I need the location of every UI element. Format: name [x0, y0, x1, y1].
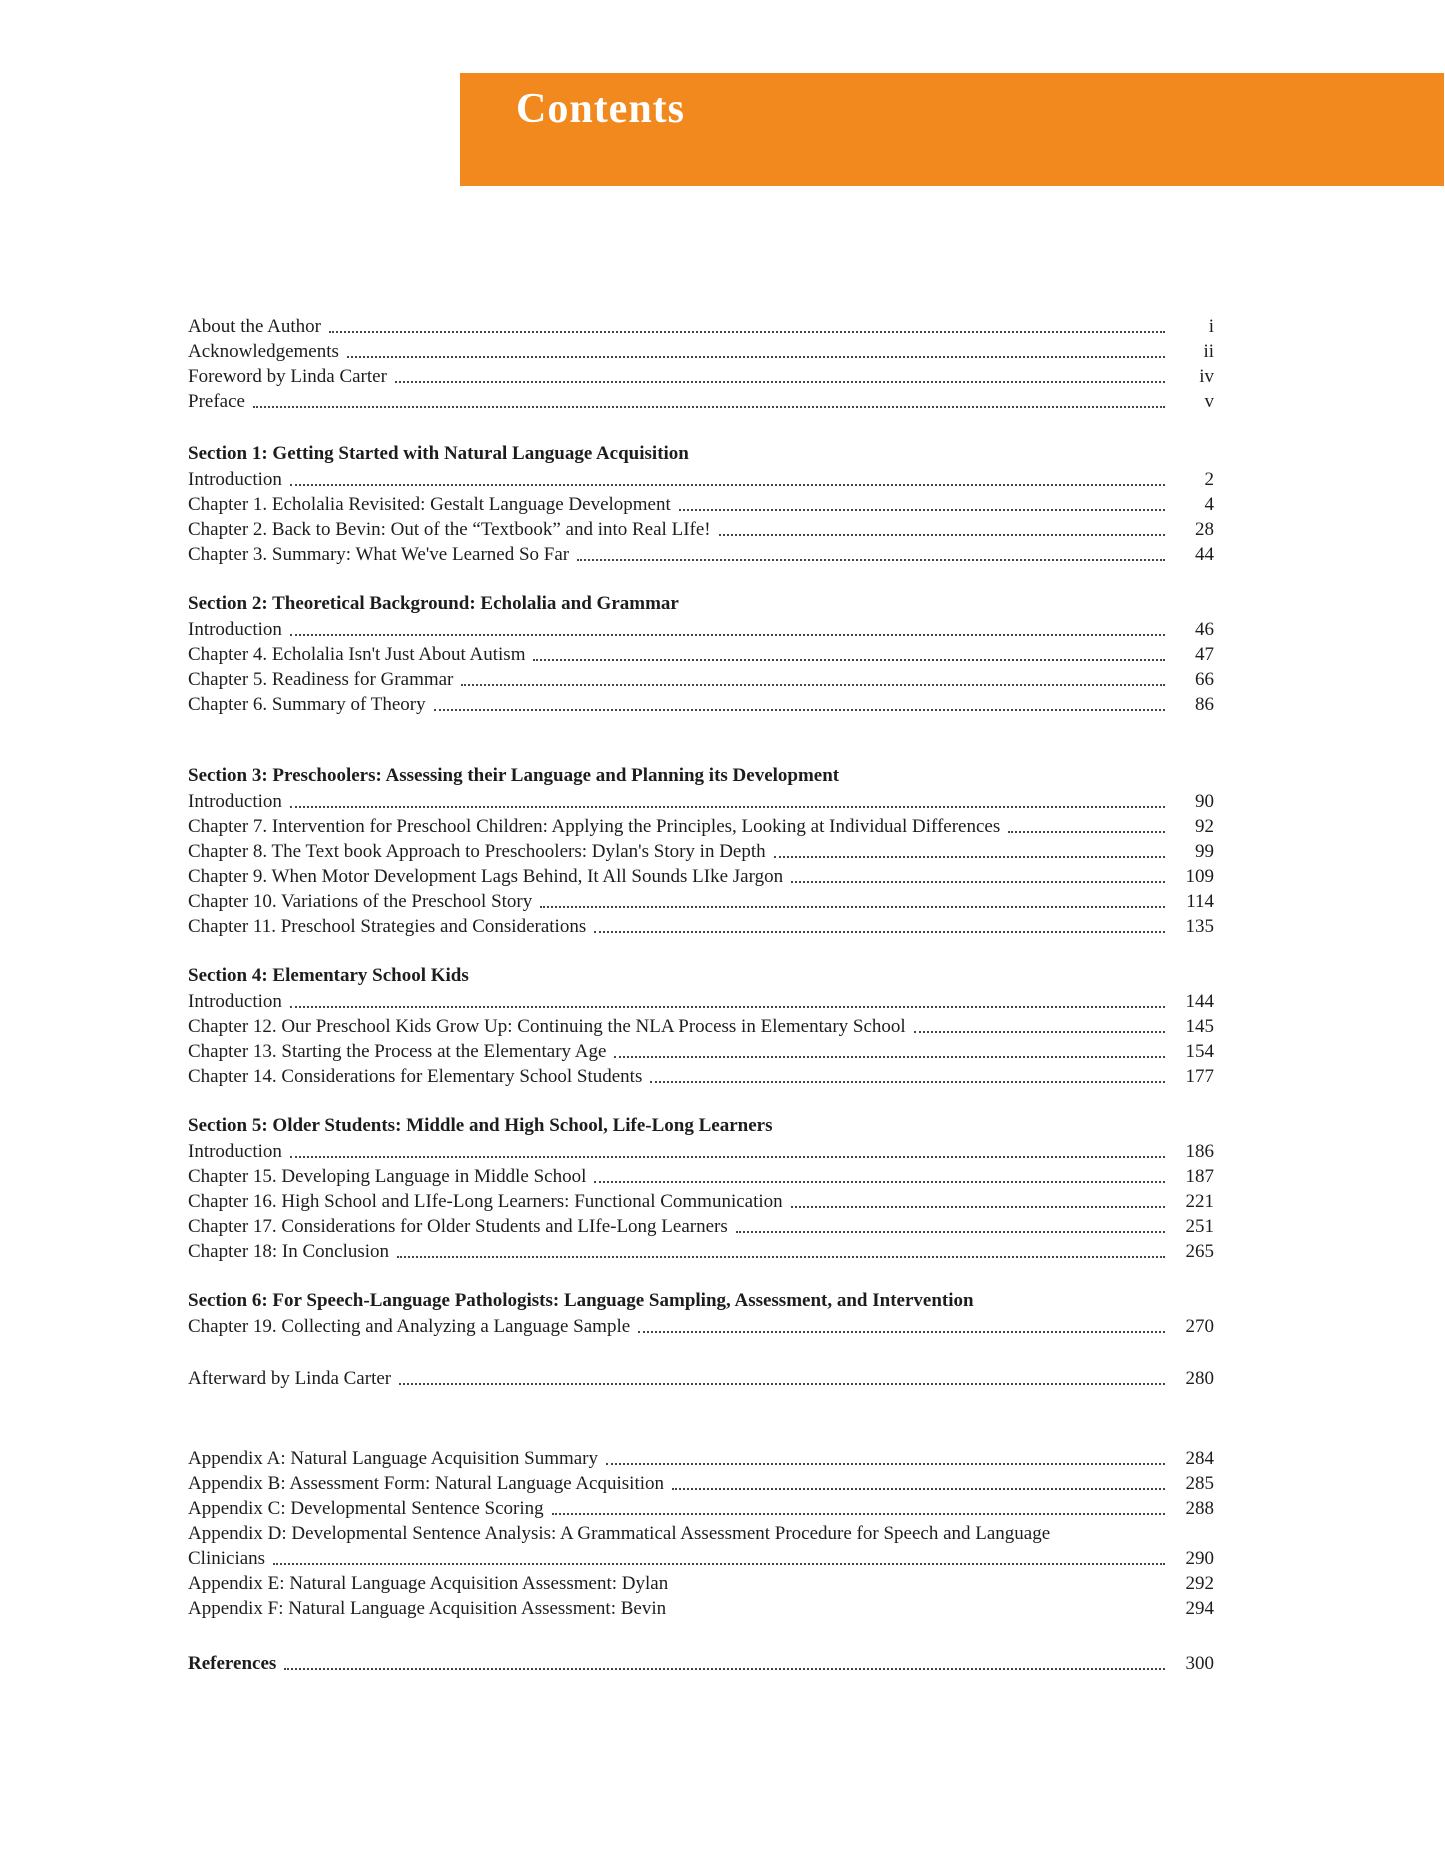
- dot-leader: [273, 1563, 1165, 1565]
- toc-entry-label: Preface: [188, 391, 245, 412]
- toc-entry-page: 28: [1195, 519, 1214, 540]
- toc-entry-label: Acknowledgements: [188, 341, 339, 362]
- toc-entry-label: Foreword by Linda Carter: [188, 366, 387, 387]
- toc-entry-label: Chapter 18: In Conclusion: [188, 1241, 390, 1262]
- afterward-entry: [188, 1365, 1214, 1390]
- dot-leader: [399, 1383, 1165, 1385]
- afterward-group: [188, 1365, 1214, 1390]
- toc-entry-page: 90: [1195, 791, 1214, 812]
- chapter-entry: [188, 1013, 1214, 1038]
- dot-leader: [577, 559, 1165, 561]
- chapter-entry: [188, 913, 1214, 938]
- toc-entry-page: 288: [1185, 1498, 1214, 1519]
- dot-leader: [329, 331, 1165, 333]
- chapter-entry: [188, 1063, 1214, 1088]
- dot-leader: [533, 659, 1165, 661]
- toc-entry-page: 114: [1186, 891, 1214, 912]
- chapter-entry: [188, 1138, 1214, 1163]
- dot-leader: [719, 534, 1165, 536]
- toc-entry-label: Appendix D: Developmental Sentence Analysis: A Grammatical Assessment Procedure for Speech and Language: [188, 1523, 1051, 1544]
- chapter-entry: [188, 516, 1214, 541]
- toc-entry-label: Chapter 3. Summary: What We've Learned So Far: [188, 544, 570, 565]
- toc-entry-page: 109: [1185, 866, 1214, 887]
- toc-entry-label: Appendix C: Developmental Sentence Scoring: [188, 1498, 544, 1519]
- toc-entry-page: 270: [1185, 1316, 1214, 1337]
- chapter-entry: [188, 1038, 1214, 1063]
- chapter-entry: [188, 1313, 1214, 1338]
- appendix-entry: [188, 1445, 1214, 1470]
- chapter-entry: [188, 1238, 1214, 1263]
- chapter-entry: [188, 1188, 1214, 1213]
- dot-leader: [672, 1488, 1165, 1490]
- toc-entry-page: 292: [1185, 1573, 1214, 1594]
- toc-entry-label: Chapter 9. When Motor Development Lags Behind, It All Sounds LIke Jargon: [188, 866, 784, 887]
- toc-entry-label: Afterward by Linda Carter: [188, 1368, 392, 1389]
- toc-entry-page: 66: [1195, 669, 1214, 690]
- front-matter-group: [188, 313, 1214, 413]
- section-heading: Section 3: Preschoolers: Assessing their Language and Planning its Development: [188, 765, 840, 786]
- toc-entry-label: Chapter 5. Readiness for Grammar: [188, 669, 454, 690]
- appendix-entry: [188, 1470, 1214, 1495]
- toc-entry-page: 294: [1185, 1598, 1214, 1619]
- dot-leader: [679, 509, 1165, 511]
- toc-entry-page: 285: [1185, 1473, 1214, 1494]
- toc-entry-label: Introduction: [188, 791, 282, 812]
- toc-entry-label: Chapter 17. Considerations for Older Students and LIfe-Long Learners: [188, 1216, 728, 1237]
- dot-leader: [1008, 831, 1165, 833]
- appendix-entry-continued: [188, 1545, 1214, 1570]
- toc-entry-page: 145: [1185, 1016, 1214, 1037]
- toc-entry-label: Introduction: [188, 1141, 282, 1162]
- toc-section-group: [188, 1288, 1214, 1338]
- chapter-entry: [188, 863, 1214, 888]
- toc-entry-page: 86: [1195, 694, 1214, 715]
- toc-entry-label: Chapter 1. Echolalia Revisited: Gestalt Language Development: [188, 494, 671, 515]
- appendix-entry: [188, 1495, 1214, 1520]
- toc-entry-label: Chapter 2. Back to Bevin: Out of the “Textbook” and into Real LIfe!: [188, 519, 711, 540]
- appendix-entry: [188, 1595, 1214, 1620]
- toc-entry-label: Chapter 15. Developing Language in Middle School: [188, 1166, 587, 1187]
- chapter-entry: [188, 813, 1214, 838]
- dot-leader: [253, 406, 1165, 408]
- chapter-entry: [188, 988, 1214, 1013]
- toc-entry-page: 135: [1185, 916, 1214, 937]
- dot-leader: [638, 1331, 1165, 1333]
- chapter-entry: [188, 616, 1214, 641]
- table-of-contents: [188, 313, 1214, 1675]
- toc-entry-page: 265: [1185, 1241, 1214, 1262]
- toc-entry-label: References: [188, 1653, 277, 1674]
- section-heading: Section 4: Elementary School Kids: [188, 965, 469, 986]
- page-header-banner: [460, 73, 1444, 186]
- chapter-entry: [188, 1213, 1214, 1238]
- toc-section-group: [188, 591, 1214, 716]
- chapter-entry: [188, 641, 1214, 666]
- dot-leader: [290, 806, 1165, 808]
- appendix-entry: [188, 1570, 1214, 1595]
- dot-leader: [434, 709, 1165, 711]
- section-heading: Section 1: Getting Started with Natural Language Acquisition: [188, 443, 689, 464]
- references-group: [188, 1650, 1214, 1675]
- toc-entry-label: Chapter 13. Starting the Process at the Elementary Age: [188, 1041, 607, 1062]
- toc-entry-page: 290: [1185, 1548, 1214, 1569]
- chapter-entry: [188, 888, 1214, 913]
- dot-leader: [461, 684, 1165, 686]
- dot-leader: [552, 1513, 1165, 1515]
- toc-entry-label: Chapter 10. Variations of the Preschool Story: [188, 891, 533, 912]
- toc-entry-label: Introduction: [188, 469, 282, 490]
- dot-leader: [290, 484, 1165, 486]
- section-heading: Section 2: Theoretical Background: Echolalia and Grammar: [188, 593, 679, 614]
- toc-entry-page: 99: [1195, 841, 1214, 862]
- toc-entry-label: Appendix A: Natural Language Acquisition Summary: [188, 1448, 599, 1469]
- dot-leader: [650, 1081, 1165, 1083]
- toc-entry-page: ii: [1203, 341, 1214, 362]
- chapter-entry: [188, 466, 1214, 491]
- dot-leader: [594, 931, 1165, 933]
- section-heading: Section 5: Older Students: Middle and High School, Life-Long Learners: [188, 1115, 773, 1136]
- toc-entry-label: Chapter 8. The Text book Approach to Preschoolers: Dylan's Story in Depth: [188, 841, 766, 862]
- toc-entry-label: Chapter 6. Summary of Theory: [188, 694, 426, 715]
- front-matter-entry: [188, 388, 1214, 413]
- dot-leader: [284, 1668, 1165, 1670]
- toc-entry-page: 177: [1185, 1066, 1214, 1087]
- chapter-entry: [188, 691, 1214, 716]
- toc-entry-page: 251: [1185, 1216, 1214, 1237]
- toc-entry-label: Chapter 16. High School and LIfe-Long Learners: Functional Communication: [188, 1191, 783, 1212]
- front-matter-entry: [188, 363, 1214, 388]
- chapter-entry: [188, 788, 1214, 813]
- chapter-entry: [188, 1163, 1214, 1188]
- toc-entry-page: 144: [1185, 991, 1214, 1012]
- page-title: Contents: [516, 86, 686, 132]
- toc-entry-page: 46: [1195, 619, 1214, 640]
- dot-leader: [290, 634, 1165, 636]
- toc-entry-label: Introduction: [188, 991, 282, 1012]
- front-matter-entry: [188, 338, 1214, 363]
- toc-entry-page: 154: [1185, 1041, 1214, 1062]
- toc-entry-label: Chapter 19. Collecting and Analyzing a Language Sample: [188, 1316, 631, 1337]
- chapter-entry: [188, 491, 1214, 516]
- dot-leader: [614, 1056, 1165, 1058]
- dot-leader: [347, 356, 1165, 358]
- toc-entry-label: Clinicians: [188, 1548, 266, 1569]
- chapter-entry: [188, 541, 1214, 566]
- references-entry: [188, 1650, 1214, 1675]
- dot-leader: [791, 881, 1165, 883]
- dot-leader: [395, 381, 1165, 383]
- toc-section-group: [188, 963, 1214, 1088]
- toc-entry-page: iv: [1199, 366, 1214, 387]
- sections-container: [188, 441, 1214, 1338]
- toc-entry-page: 186: [1185, 1141, 1214, 1162]
- toc-entry-label: Introduction: [188, 619, 282, 640]
- appendix-entry: [188, 1520, 1214, 1545]
- toc-entry-page: 4: [1204, 494, 1214, 515]
- toc-entry-page: 280: [1185, 1368, 1214, 1389]
- toc-entry-page: 47: [1195, 644, 1214, 665]
- toc-entry-page: 92: [1195, 816, 1214, 837]
- toc-entry-label: Appendix E: Natural Language Acquisition Assessment: Dylan: [188, 1573, 669, 1594]
- dot-leader: [914, 1031, 1165, 1033]
- toc-entry-label: Chapter 7. Intervention for Preschool Children: Applying the Principles, Looking at Individual Differences: [188, 816, 1001, 837]
- toc-entry-label: Chapter 11. Preschool Strategies and Considerations: [188, 916, 587, 937]
- section-heading: Section 6: For Speech-Language Pathologists: Language Sampling, Assessment, and Intervention: [188, 1290, 974, 1311]
- toc-entry-page: 284: [1185, 1448, 1214, 1469]
- front-matter-entry: [188, 313, 1214, 338]
- dot-leader: [594, 1181, 1165, 1183]
- appendices-group: [188, 1445, 1214, 1620]
- toc-entry-page: 187: [1185, 1166, 1214, 1187]
- dot-leader: [791, 1206, 1165, 1208]
- dot-leader: [736, 1231, 1165, 1233]
- dot-leader: [290, 1156, 1165, 1158]
- toc-entry-page: i: [1208, 316, 1214, 337]
- toc-entry-label: Appendix F: Natural Language Acquisition Assessment: Bevin: [188, 1598, 667, 1619]
- toc-entry-page: 221: [1185, 1191, 1214, 1212]
- chapter-entry: [188, 666, 1214, 691]
- toc-entry-label: Appendix B: Assessment Form: Natural Language Acquisition: [188, 1473, 665, 1494]
- toc-entry-label: Chapter 4. Echolalia Isn't Just About Autism: [188, 644, 526, 665]
- toc-entry-page: 300: [1185, 1653, 1214, 1674]
- dot-leader: [290, 1006, 1165, 1008]
- toc-entry-label: Chapter 14. Considerations for Elementary School Students: [188, 1066, 643, 1087]
- chapter-entry: [188, 838, 1214, 863]
- toc-section-group: [188, 441, 1214, 566]
- toc-entry-page: 2: [1204, 469, 1214, 490]
- toc-entry-label: About the Author: [188, 316, 321, 337]
- dot-leader: [397, 1256, 1165, 1258]
- toc-entry-page: v: [1204, 391, 1214, 412]
- toc-entry-label: Chapter 12. Our Preschool Kids Grow Up: Continuing the NLA Process in Elementary School: [188, 1016, 906, 1037]
- dot-leader: [774, 856, 1165, 858]
- toc-section-group: [188, 1113, 1214, 1263]
- toc-entry-page: 44: [1195, 544, 1214, 565]
- toc-section-group: [188, 763, 1214, 938]
- dot-leader: [606, 1463, 1165, 1465]
- dot-leader: [540, 906, 1165, 908]
